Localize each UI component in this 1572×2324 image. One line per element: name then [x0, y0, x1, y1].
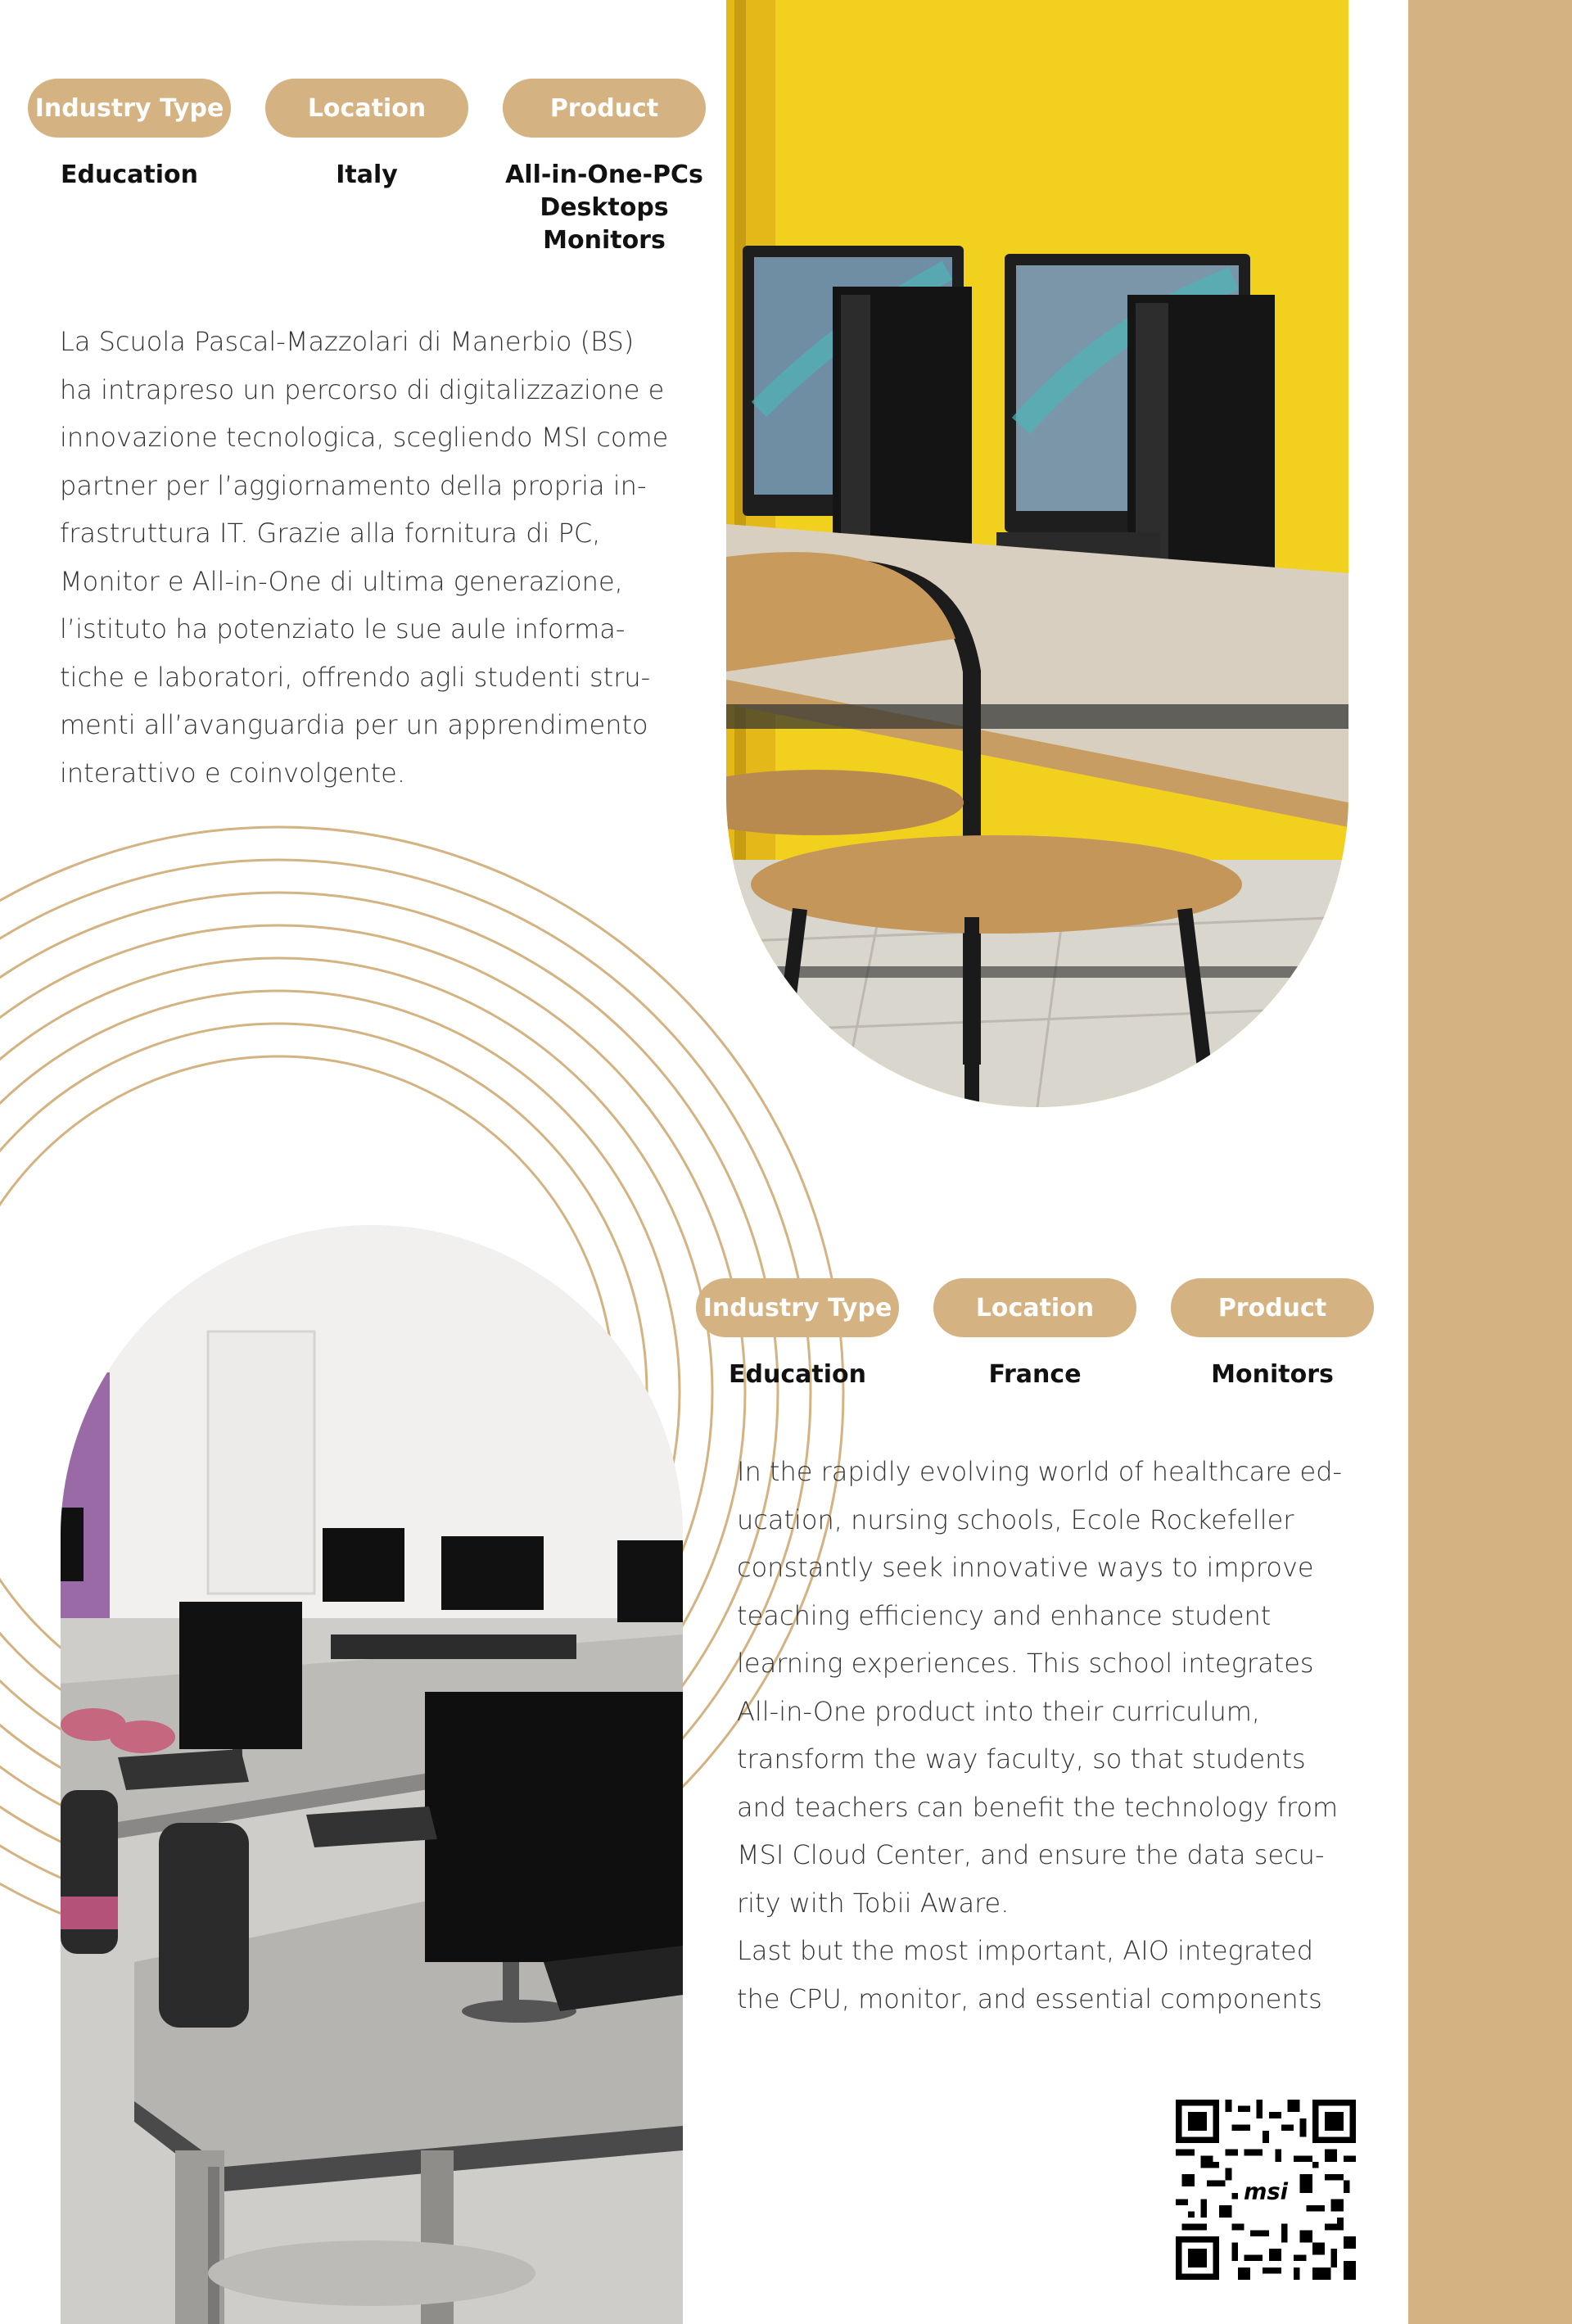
text-line: innovazione tecnologica, scegliendo MSI come	[60, 422, 669, 453]
product-value: All-in-One-PCs	[505, 161, 703, 189]
location-pill: Location	[933, 1278, 1136, 1337]
case-2-description	[737, 1448, 1392, 2023]
case-2-product	[1171, 1278, 1374, 1391]
text-line: In the rapidly evolving world of healthcare ed-	[737, 1456, 1343, 1487]
text-line: ha intrapreso un percorso di digitalizzazione e	[60, 373, 665, 405]
text-line: teaching efficiency and enhance student	[737, 1599, 1272, 1631]
case-1-industry	[28, 79, 231, 257]
photo-computer-lab-white	[61, 1225, 683, 2324]
location-pill: Location	[265, 79, 468, 138]
case-2-industry	[696, 1278, 899, 1391]
product-pill: Product	[503, 79, 706, 138]
text-line: and teachers can benefit the technology from	[737, 1791, 1339, 1823]
text-line: All-in-One product into their curriculum,	[737, 1695, 1261, 1727]
text-line: transform the way faculty, so that students	[737, 1743, 1306, 1775]
case-2-meta	[696, 1278, 1374, 1391]
case-1-meta	[28, 79, 706, 257]
qr-logo-text: msi	[1243, 2179, 1289, 2205]
industry-value: Education	[61, 161, 198, 189]
text-line: MSI Cloud Center, and ensure the data secu-	[737, 1839, 1325, 1870]
text-line: rity with Tobii Aware.	[737, 1887, 1010, 1919]
text-line: learning experiences. This school integrates	[737, 1648, 1314, 1679]
product-pill: Product	[1171, 1278, 1374, 1337]
text-line: constantly seek innovative ways to improve	[737, 1552, 1314, 1583]
text-line: La Scuola Pascal-Mazzolari di Manerbio (BS)	[60, 326, 635, 357]
photo-computer-lab-yellow	[726, 0, 1348, 1107]
location-value: Italy	[336, 161, 398, 189]
text-line: interattivo e coinvolgente.	[60, 757, 406, 789]
qr-code-icon[interactable]	[1176, 2100, 1356, 2280]
text-line: Monitor e All-in-One di ultima generazione,	[60, 565, 623, 597]
text-line: l’istituto ha potenziato le sue aule informa-	[60, 613, 626, 644]
text-line: frastruttura IT. Grazie alla fornitura di PC,	[60, 518, 601, 549]
product-value: Monitors	[1211, 1360, 1334, 1389]
case-1-description	[60, 318, 715, 797]
right-sidebar-band	[1408, 0, 1572, 2324]
text-line: Last but the most important, AIO integrated	[737, 1935, 1314, 1966]
case-2-location	[933, 1278, 1136, 1391]
product-value: Monitors	[543, 226, 666, 255]
industry-value: Education	[729, 1360, 866, 1389]
case-1-product	[503, 79, 706, 257]
text-line: ucation, nursing schools, Ecole Rockefeller	[737, 1503, 1294, 1535]
case-1-location	[265, 79, 468, 257]
text-line: tiche e laboratori, offrendo agli studenti stru-	[60, 661, 651, 693]
industry-type-pill: Industry Type	[696, 1278, 899, 1337]
product-value: Desktops	[540, 193, 669, 222]
location-value: France	[988, 1360, 1082, 1389]
text-line: partner per l’aggiornamento della propria in-	[60, 469, 647, 501]
text-line: the CPU, monitor, and essential components	[737, 1983, 1322, 2014]
text-line: menti all’avanguardia per un apprendimento	[60, 709, 648, 740]
industry-type-pill: Industry Type	[28, 79, 231, 138]
